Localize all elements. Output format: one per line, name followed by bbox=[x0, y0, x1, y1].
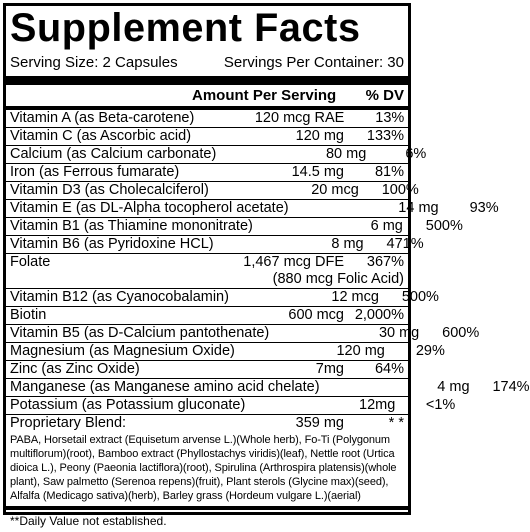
nutrient-row: Potassium (as Potassium gluconate) 12mg <1% bbox=[6, 397, 408, 415]
servings-per-container: Servings Per Container: 30 bbox=[223, 54, 404, 71]
nutrient-row: Calcium (as Calcium carbonate) 80 mg 6% bbox=[6, 146, 408, 164]
nutrient-row: Vitamin B12 (as Cyanocobalamin) 12 mcg 500% bbox=[6, 289, 408, 307]
nutrient-row: Biotin 600 mcg 2,000% bbox=[6, 307, 408, 325]
daily-value-footnote: **Daily Value not established. bbox=[10, 514, 167, 528]
blend-ingredients: PABA, Horsetail extract (Equisetum arvense L.)(Whole herb), Fo-Ti (Polygonum multiflorum)(root), Bamboo extract (Phyllostachys viridis)(leaf), Nettle root (Urtica dioica L.), Peony (Paeonia lactiflora)(root), Spirulina (Arthrospira platensis)(whole plant), Saw palmetto (Serenoa repens)(fruit), Plant sterols (Glycine max)(seed), Alfalfa (Medicago sativa)(herb), Barley grass (Hordeum vulgare L.)(aerial) bbox=[10, 434, 397, 502]
proprietary-blend-row: Proprietary Blend: 359 mg * * bbox=[10, 415, 404, 431]
nutrient-row: Vitamin B1 (as Thiamine mononitrate) 6 mg 500% bbox=[6, 218, 408, 236]
nutrient-row: Vitamin D3 (as Cholecalciferol) 20 mcg 100% bbox=[6, 182, 408, 200]
nutrient-row: Vitamin B5 (as D-Calcium pantothenate) 30 mg 600% bbox=[6, 325, 408, 343]
dv-header: % DV bbox=[365, 87, 404, 104]
nutrient-row: Vitamin C (as Ascorbic acid) 120 mg 133% bbox=[6, 128, 408, 146]
folic-acid-note: (880 mcg Folic Acid) bbox=[272, 271, 404, 287]
nutrient-row: Magnesium (as Magnesium Oxide) 120 mg 29% bbox=[6, 343, 408, 361]
supplement-facts-panel bbox=[3, 3, 530, 528]
folate-row: Folate 1,467 mcg DFE 367% (880 mcg Folic Acid) bbox=[6, 254, 408, 289]
nutrient-row: Manganese (as Manganese amino acid chelate) 4 mg 174% bbox=[6, 379, 408, 397]
thick-divider bbox=[6, 76, 408, 85]
amount-header: Amount Per Serving bbox=[192, 87, 337, 104]
nutrient-row: Vitamin E (as DL-Alpha tocopherol acetate) 14 mg 93% bbox=[6, 200, 408, 218]
column-header bbox=[6, 85, 408, 106]
nutrient-row: Vitamin B6 (as Pyridoxine HCL) 8 mg 471% bbox=[6, 236, 408, 254]
serving-size: Serving Size: 2 Capsules bbox=[10, 54, 178, 71]
nutrient-row: Vitamin A (as Beta-carotene) 120 mcg RAE 13% bbox=[6, 110, 408, 128]
nutrient-row: Iron (as Ferrous fumarate) 14.5 mg 81% bbox=[6, 164, 408, 182]
panel-title: Supplement Facts bbox=[10, 6, 361, 50]
serving-info bbox=[6, 48, 408, 72]
nutrient-row: Zinc (as Zinc Oxide) 7mg 64% bbox=[6, 361, 408, 379]
nutrient-list bbox=[6, 110, 530, 415]
